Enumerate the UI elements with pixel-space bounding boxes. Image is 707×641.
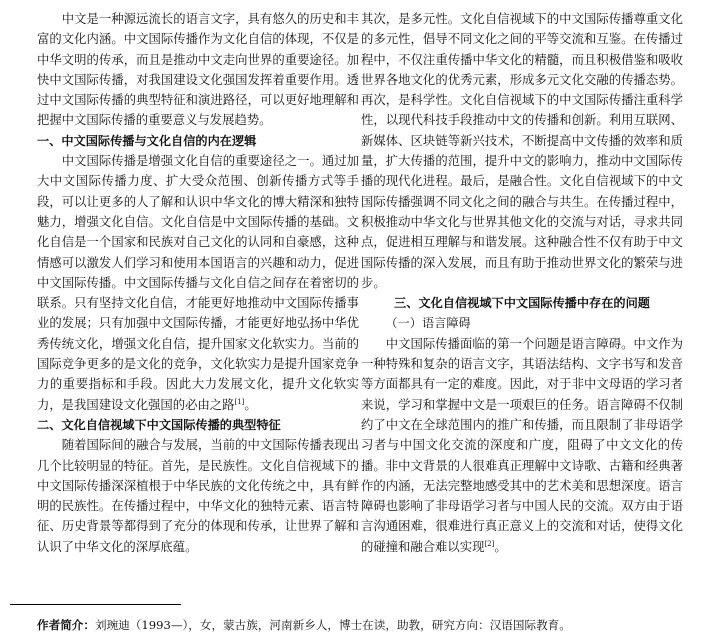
section-heading-1: 一、中文国际传播与文化自信的内在逻辑: [37, 133, 257, 148]
section-1-tail: 。: [244, 397, 257, 412]
author-footnote-label: 作者简介：: [37, 618, 95, 632]
section-2-continued-paragraph: 其次，是多元性。文化自信视域下的中文国际传播尊重文化的多元性，倡导不同文化之间的平等交流和互鉴。在传播过程中，不仅注重传播中华文化的精髓，而且积极借鉴和吸收世界各地文化的优秀元素，形成多元文化交融的传播态势。再次，是科学性。文化自信视域下的中文国际传播注重科学性，以现代科技手段推动中文的传播和创新。利用互联网、新媒体、区块链等新兴技术，不断提高中文传播的效率和质量，扩大传播的范围，提升中文的影响力，推动中文国际传播的现代化进程。最后，是融合性。文化自信视域下的中文国际传播强调不同文化之间的融合与共生。在传播过程中，积极推动中华文化与世界其他文化的交流与对话，寻求共同点，促进相互理解与和谐发展。这种融合性不仅有助于中文国际传播的深入发展，而且有助于推动世界文化的繁荣与进步。: [361, 12, 683, 290]
reference-marker-2: [2]: [484, 539, 495, 548]
author-footnote: [37, 616, 687, 634]
section-1-paragraph: [37, 151, 359, 415]
section-3-paragraph: [361, 334, 683, 557]
section-heading-2: 二、文化自信视域下中文国际传播的典型特征: [37, 417, 281, 432]
subsection-heading-language-barrier: （一）语言障碍: [385, 316, 471, 331]
section-heading-3: 三、文化自信视域下中文国际传播中存在的问题: [394, 296, 650, 311]
reference-marker-1: [1]: [234, 397, 245, 406]
intro-paragraph: 中文是一种源远流长的语言文字，具有悠久的历史和丰富的文化内涵。中文国际传播作为文化自信的体现，不仅是中华文明的传承，而且是推动中文走向世界的重要途径。加快中文国际传播，对我国建设文化强国发挥着重要作用。透过中文国际传播的典型特征和演进路径，可以更好地理解和把握中文国际传播的重要意义与发展趋势。: [37, 12, 359, 128]
section-1-text: 中文国际传播是增强文化自信的重要途径之一。通过加大中文国际传播力度、扩大受众范围、创新传播方式等手段，可以让更多的人了解和认识中华文化的博大精深和独特魅力，增强文化自信。文化自信是中文国际传播的基础。文化自信是一个国家和民族对自己文化的认同和自豪感，这种情感可以激发人们学习和使用本国语言的兴趣和动力，促进中文国际传播。中文国际传播与文化自信之间存在着密切的联系。只有坚持文化自信，才能更好地推动中文国际传播事业的发展；只有加强中文国际传播，才能更好地弘扬中华优秀传统文化，增强文化自信，提升国家文化软实力。当前的国际竞争更多的是文化的竞争，文化软实力是提升国家竞争力的重要指标和手段。因此大力发展文化，提升文化软实力，是我国建设文化强国的必由之路: [37, 154, 359, 412]
section-3-text: 中文国际传播面临的第一个问题是语言障碍。中文作为一种特殊和复杂的语言文字，其语法结构、文字书写和发音等方面都具有一定的难度。因此，对于非中文母语的学习者来说，学习和掌握中文是一项艰巨的任务。语言障碍不仅制约了中文在全球范围内的推广和传播，而且限制了非母语学习者与中国文化交流的深度和广度，阻碍了中文文化的传播。非中文背景的人很难真正理解中文诗歌、古籍和经典著作的内涵，无法完整地感受其中的艺术美和思想深度。语言障碍也影响了非母语学习者与中国人民的交流。双方由于语言沟通困难，很难进行真正意义上的交流和对话，使得文化的碰撞和融合难以实现: [361, 336, 683, 554]
left-column: [37, 9, 359, 557]
right-column: [361, 9, 683, 557]
footnote-divider: [10, 604, 181, 605]
section-3-tail: 。: [494, 539, 507, 554]
author-footnote-text: 刘琬迪（1993—），女，蒙古族，河南新乡人，博士在读，助教，研究方向：汉语国际教育。: [94, 618, 571, 632]
section-2-paragraph: 随着国际间的融合与发展，当前的中文国际传播表现出几个比较明显的特征。首先，是民族性。文化自信视域下的中文国际传播深深植根于中华民族的文化传统之中，具有鲜明的民族性。在传播过程中，中华文化的独特元素、语言特征、历史背景等都得到了充分的体现和传承，让世界了解和认识了中华文化的深厚底蕴。: [37, 438, 359, 554]
